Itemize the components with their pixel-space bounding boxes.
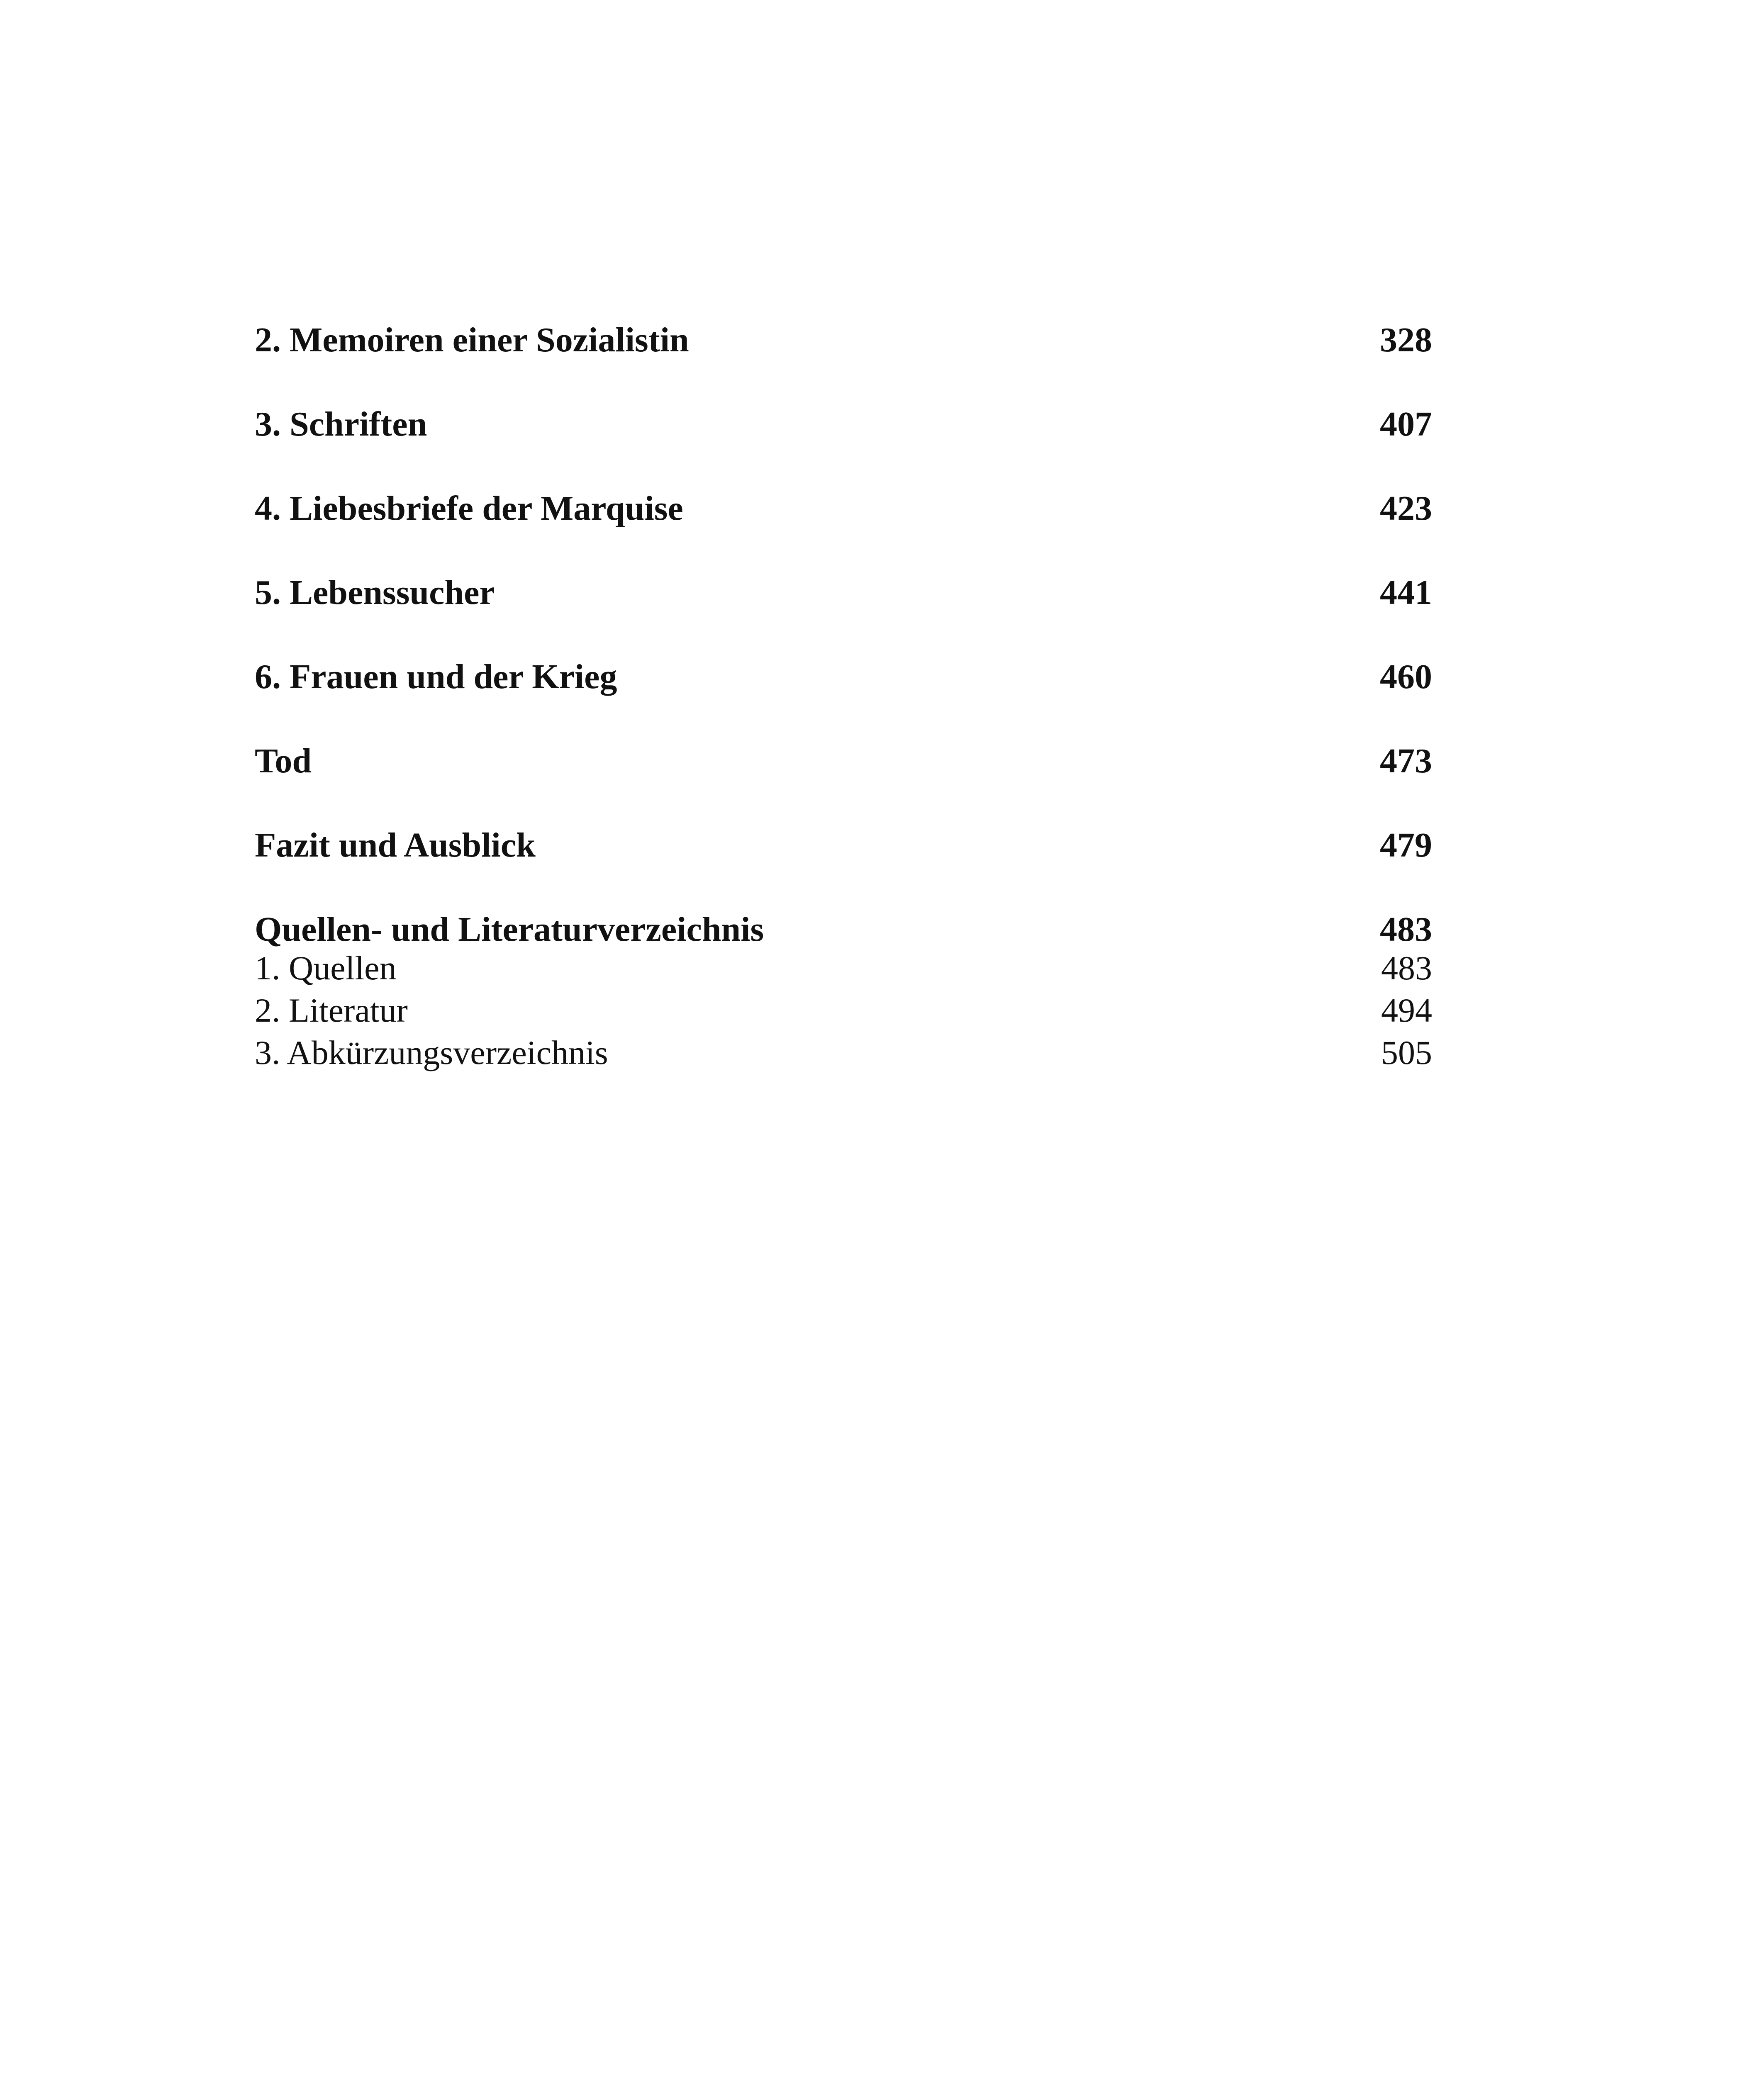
toc-entry-title: Quellen- und Literaturverzeichnis <box>255 910 764 949</box>
toc-entry-title: 6. Frauen und der Krieg <box>255 657 617 696</box>
toc-entry <box>255 820 1432 905</box>
toc-entry-title: Fazit und Ausblick <box>255 826 536 864</box>
toc-entry <box>255 736 1432 820</box>
toc-entry <box>255 905 1432 947</box>
toc-entry <box>255 399 1432 484</box>
toc-entry-title: 4. Liebesbriefe der Marquise <box>255 489 683 528</box>
toc-subentry-page: 505 <box>1381 1034 1432 1071</box>
toc-entry-title: 2. Memoiren einer Sozialistin <box>255 321 689 359</box>
toc-entry <box>255 568 1432 652</box>
toc-subentry <box>255 1032 1432 1074</box>
table-of-contents <box>255 315 1432 1074</box>
toc-entry <box>255 484 1432 568</box>
toc-subentry-page: 483 <box>1381 949 1432 987</box>
toc-entry-page: 460 <box>1380 657 1432 696</box>
toc-entry-page: 423 <box>1380 489 1432 528</box>
toc-subentry-title: 3. Abkürzungsverzeichnis <box>255 1034 608 1071</box>
toc-entry-page: 328 <box>1380 321 1432 359</box>
toc-subentry-page: 494 <box>1381 991 1432 1029</box>
toc-entry-page: 473 <box>1380 742 1432 780</box>
toc-subentry-title: 2. Literatur <box>255 991 408 1029</box>
toc-entry-page: 483 <box>1380 910 1432 949</box>
toc-subentry <box>255 989 1432 1032</box>
toc-entry-page: 479 <box>1380 826 1432 864</box>
toc-entry-title: Tod <box>255 742 312 780</box>
toc-entry-title: 5. Lebenssucher <box>255 573 495 612</box>
toc-entry-page: 441 <box>1380 573 1432 612</box>
toc-entry <box>255 315 1432 399</box>
toc-subentry-title: 1. Quellen <box>255 949 397 987</box>
toc-entry-page: 407 <box>1380 405 1432 443</box>
toc-entry-title: 3. Schriften <box>255 405 427 443</box>
toc-entry <box>255 652 1432 736</box>
